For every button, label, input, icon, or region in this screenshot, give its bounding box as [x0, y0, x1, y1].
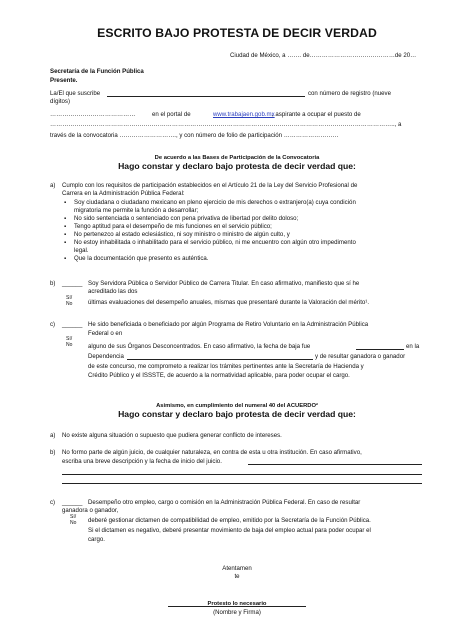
requirement-item: ▪ No estoy inhabilitada o inhabilitado para el servicio público, ni me encuentro con algún otro impedimento — [62, 239, 356, 247]
juicio-line-1[interactable] — [248, 464, 422, 465]
item-a-label: a) — [50, 182, 56, 189]
addressee-line1: Secretaría de la Función Pública — [50, 68, 144, 75]
item-c2-line1: Desempeño otro empleo, cargo o comisión en la Administración Pública Federal. En caso de resultar — [88, 499, 361, 506]
item-a-line2: Carrera en la Administración Pública Federal: — [62, 190, 185, 197]
item-c-si: Sí/ — [66, 336, 73, 342]
item-c2-line2: ganadora o ganador, — [62, 507, 119, 514]
item-c-blank[interactable]: ______ — [62, 321, 83, 328]
intro-dots: …………………………………… — [50, 111, 136, 118]
requirement-item-cont: legal. — [74, 247, 89, 254]
requirements-list — [62, 199, 356, 263]
item-c2-label: c) — [50, 499, 56, 506]
item-c-line3b: en la — [406, 343, 420, 350]
signature-caption: (Nombre y Firma) — [213, 609, 261, 616]
item-b-no: No — [66, 301, 73, 307]
item-b2-line2: escriba una breve descripción y la fecha de inicio del juicio. — [62, 458, 222, 465]
item-b2-line1: No formo parte de algún juicio, de cualquier naturaleza, en contra de esta u otra institución. En caso afirmativo, — [62, 449, 362, 456]
section1-subtitle: De acuerdo a las Bases de Participación de la Convocatoria — [154, 155, 320, 161]
requirement-item: ▪ No pertenezco al estado eclesiástico, ni soy ministro o ministro de algún culto, y — [62, 231, 356, 239]
item-c-line6: Crédito Público y el ISSSTE, de acuerdo a la normatividad aplicable, para poder ocupar el cargo. — [88, 372, 350, 379]
item-c2-line5: cargo. — [88, 536, 105, 543]
item-c2-line4: Si el dictamen es negativo, deberé presentar movimiento de baja del empleo actual para poder ocupar el — [88, 527, 371, 534]
juicio-line-2[interactable] — [62, 474, 422, 475]
fecha-baja-line[interactable] — [356, 349, 404, 350]
item-c-no: No — [66, 342, 73, 348]
requirement-item: ▪ Soy ciudadana o ciudadano mexicano en pleno ejercicio de mis derechos o extranjero(a) cuya condición — [62, 199, 356, 207]
document-title: ESCRITO BAJO PROTESTA DE DECIR VERDAD — [97, 26, 377, 40]
requirement-item: ▪ Tengo aptitud para el desempeño de mis funciones en el servicio público; — [62, 223, 356, 231]
item-b-si: Sí/ — [66, 295, 73, 301]
intro-puesto-line: …………………………………………………………………………………………………………………………………………………….., a — [50, 121, 402, 128]
name-blank-line — [107, 96, 305, 97]
dependencia-line[interactable] — [127, 359, 313, 360]
item-a-line1: Cumplo con los requisitos de participación establecidos en el Artículo 21 de la Ley del Servicio Profesional de — [62, 182, 358, 189]
item-c-line5: de este concurso, me comprometo a realizar los trámites pertinentes ante la Secretaría de Hacienda y — [88, 363, 364, 370]
item-c-line2: Federal o en — [88, 330, 123, 337]
requirement-item: ▪ No sido sentenciada o sentenciado con pena privativa de libertad por delito doloso; — [62, 215, 356, 223]
place-date: Ciudad de México, a ……. de……………………………………de 20… — [230, 52, 417, 59]
item-c-line4b: y de resultar ganadora o ganador — [315, 353, 406, 360]
intro-suscribe: La/El que suscribe — [50, 90, 101, 97]
item-b-line1: Soy Servidora Pública o Servidor Público de Carrera Titular. En caso afirmativo, manifiesto que sí he — [88, 280, 360, 287]
item-a2-text: No existe alguna situación o supuesto que pudiera generar conflicto de intereses. — [62, 432, 282, 439]
item-c-line3: alguno de sus Órganos Desconcentrados. En caso afirmativo, la fecha de baja fue — [88, 343, 311, 350]
item-a2-label: a) — [50, 432, 56, 439]
item-b-label: b) — [50, 280, 56, 287]
section2-heading: Hago constar y declaro bajo protesta de decir verdad que: — [118, 409, 356, 419]
requirement-item-cont: migratoria me permite la función a desarrollar; — [74, 207, 199, 214]
requirement-item: ▪ Que la documentación que presento es auténtica. — [62, 255, 356, 263]
trabajaen-link[interactable]: www.trabajaen.gob.mx — [213, 111, 275, 118]
juicio-line-3[interactable] — [62, 483, 422, 484]
item-c-label: c) — [50, 321, 56, 328]
intro-registro: con número de registro (nueve — [308, 90, 391, 97]
item-b-line3: últimas evaluaciones del desempeño anuales, mismas que presentaré durante la Valoración del mérito¹. — [88, 299, 370, 306]
addressee-line2: Presente. — [50, 77, 78, 84]
intro-convocatoria: través de la convocatoria ………………………., y con número de folio de participación ……………………… — [50, 132, 339, 139]
item-b2-label: b) — [50, 449, 56, 456]
item-c-line1: He sido beneficiada o beneficiado por algún Programa de Retiro Voluntario en la Administración Pública — [88, 321, 369, 328]
closing-atentamente: Atentamen — [222, 565, 252, 572]
item-c2-si: Sí/ — [70, 514, 77, 520]
section1-heading: Hago constar y declaro bajo protesta de decir verdad que: — [118, 161, 356, 171]
closing-atentamente-cont: te — [234, 573, 240, 580]
item-c2-no: No — [70, 520, 77, 526]
protesto-text: Protesto lo necesario — [207, 601, 267, 607]
intro-aspirante: , aspirante a ocupar el puesto de — [272, 111, 361, 118]
item-c2-blank[interactable]: ______ — [62, 499, 83, 506]
item-b-line2: acreditado las dos — [88, 288, 138, 295]
item-b-blank[interactable]: ______ — [62, 280, 83, 287]
intro-portal: en el portal de — [152, 111, 191, 118]
item-c-line4a: Dependencia — [88, 353, 124, 360]
intro-digitos: dígitos) — [50, 98, 70, 105]
item-c2-line3: deberé gestionar dictamen de compatibilidad de empleo, emitido por la Secretaría de la Función Pública. — [88, 517, 371, 524]
section2-subtitle: Asimismo, en cumplimiento del numeral 40 del ACUERDO² — [156, 403, 318, 409]
